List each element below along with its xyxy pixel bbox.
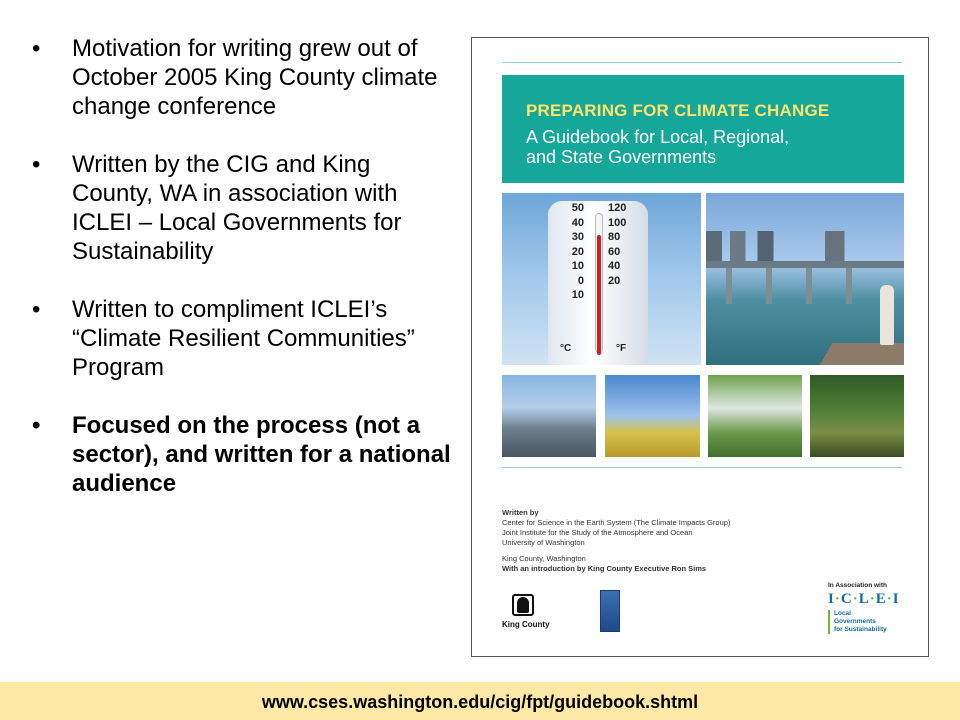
celsius-tick: 10 [571,260,584,272]
cover-credits [502,508,802,574]
credit-line: University of Washington [502,538,585,547]
cover-title-block [502,75,904,183]
bullet-list [32,34,452,527]
climate-impacts-group-logo [600,590,620,632]
thermometer-mercury [597,235,601,355]
bridge-photo [706,193,904,365]
city-skyline [706,231,904,261]
iclei-letter: C [840,591,853,607]
fahrenheit-tick: 60 [608,245,621,258]
bullet-text: Written by the CIG and King County, WA in association with ICLEI – Local Governments for Sustainability [72,151,402,265]
footer-url-link[interactable]: www.cses.washington.edu/cig/fpt/guidebook.shtml [261,692,699,712]
fahrenheit-scale [608,201,638,288]
celsius-unit: °C [560,343,572,354]
dock [820,343,904,365]
field-photo [605,375,700,457]
credit-intro: With an introduction by King County Executive Ron Sims [502,564,707,573]
celsius-tick: 20 [571,245,584,258]
credit-line: Center for Science in the Earth System (The Climate Impacts Group) [502,518,731,527]
cover-subtitle-line2: and State Governments [526,147,717,167]
iclei-tagline [828,610,906,634]
cover-top-rule [502,62,902,63]
fahrenheit-tick: 20 [608,274,621,287]
bullet-item-motivation [32,34,452,121]
iclei-letter: I [828,591,835,607]
bullet-dot: • [32,296,41,323]
cover-title: PREPARING FOR CLIMATE CHANGE [526,101,830,120]
celsius-tick: 0 [577,274,584,287]
celsius-scale [558,201,584,303]
city-photo [502,375,596,457]
bullet-dot: • [32,35,41,62]
fahrenheit-tick: 80 [608,231,621,243]
celsius-tick: 30 [571,231,584,243]
house-photo [708,375,802,457]
bridge-deck [706,261,904,268]
bridge-pier [806,268,812,304]
credit-line: Joint Institute for the Study of the Atmosphere and Ocean [502,528,693,537]
king-county-logo [502,592,550,632]
credit-line: King County, Washington [502,554,586,563]
fahrenheit-tick: 120 [608,202,627,214]
written-by-label: Written by [502,508,539,517]
iclei-tagline-line: Local [834,610,851,617]
iclei-letter: E [875,591,887,607]
celsius-tick: 40 [571,216,584,229]
bullet-text: Focused on the process (not a sector), and written for a national audience [72,412,451,497]
bullet-text: Written to compliment ICLEI’s “Climate Resilient Communities” Program [72,296,415,381]
bridge-pier [846,268,852,304]
bullet-dot: • [32,151,41,178]
bullet-text: Motivation for writing grew out of October 2005 King County climate change conference [72,35,438,120]
iclei-tagline-line: Governments [834,618,876,625]
iclei-logo [828,582,906,638]
forest-photo [810,375,904,457]
iclei-association-label: In Association with [828,582,887,589]
cover-subtitle [526,127,904,167]
fahrenheit-unit: °F [616,343,627,354]
person-figure [880,285,894,345]
cover-subtitle-line1: A Guidebook for Local, Regional, [526,127,790,147]
footer-bar [0,682,960,720]
guidebook-cover-image [471,37,929,657]
iclei-letter: I [892,591,900,607]
cover-mid-rule [502,467,902,468]
iclei-name: I·C·L·E·I [828,591,900,607]
bullet-item-authors [32,150,452,266]
iclei-tagline-line: for Sustainability [834,626,887,633]
thermometer-photo [502,193,701,365]
bullet-dot: • [32,412,41,439]
celsius-tick: 10 [571,289,584,301]
bridge-pier [726,268,732,304]
fahrenheit-tick: 100 [608,216,627,229]
bridge-pier [766,268,772,304]
king-county-logo-text: King County [502,620,550,629]
bullet-item-compliment [32,295,452,382]
king-county-face-icon [517,597,529,613]
iclei-letter: L [858,591,870,607]
bullet-item-focus [32,411,452,498]
celsius-tick: 50 [571,202,584,214]
fahrenheit-tick: 40 [608,260,621,272]
